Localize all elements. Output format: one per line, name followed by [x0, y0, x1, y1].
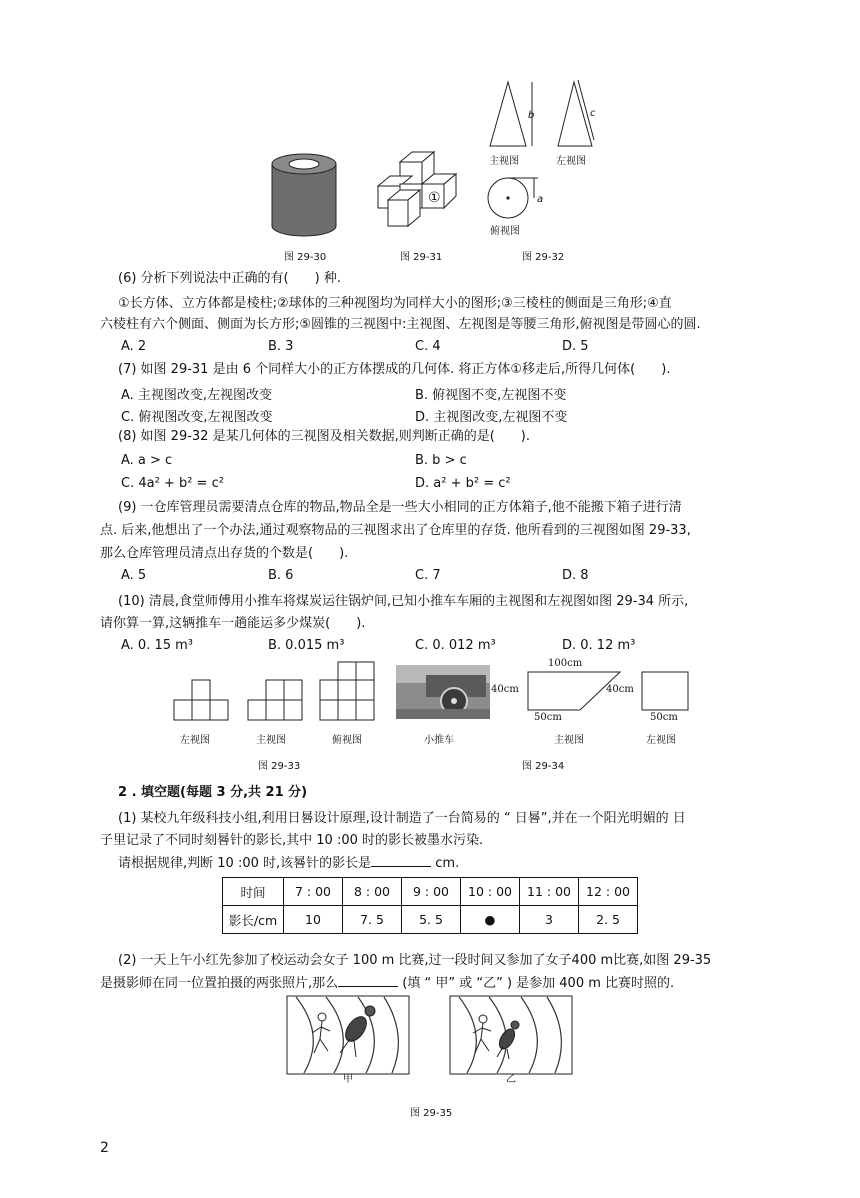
- dim-40cm-right: 40cm: [606, 684, 634, 695]
- q9-line1: (9) 一仓库管理员需要清点仓库的物品,物品全是一些大小相同的正方体箱子,他不能搬下箱子进行清: [118, 500, 682, 515]
- label-c: c: [590, 108, 596, 119]
- figure-29-32-caption: 图 29-32: [522, 252, 565, 263]
- section-2-title: 2 . 填空题(每题 3 分,共 21 分): [118, 785, 308, 800]
- shadow-length-table: [222, 877, 638, 934]
- figure-29-35-photo-jia: [286, 995, 410, 1083]
- table-row: [223, 878, 638, 906]
- q8-option-c: C. 4a² + b² = c²: [121, 476, 224, 491]
- figure-29-31-caption: 图 29-31: [400, 252, 443, 263]
- figure-29-34-caption: 图 29-34: [522, 761, 565, 772]
- photo-jia-label: 甲: [343, 1074, 353, 1083]
- figure-29-35-caption: 图 29-35: [410, 1108, 453, 1119]
- figure-29-30-caption: 图 29-30: [284, 252, 327, 263]
- table-cell: 9 : 00: [402, 878, 461, 906]
- q10-option-b: B. 0.015 m³: [268, 638, 345, 653]
- table-header-length: 影长/cm: [223, 906, 284, 934]
- q10-line2: 请你算一算,这辆推车一趟能运多少煤炭( ).: [100, 616, 366, 631]
- fig33-top-view-label: 俯视图: [332, 735, 362, 746]
- table-cell: 5. 5: [402, 906, 461, 934]
- dim-100cm: 100cm: [548, 658, 583, 669]
- q7-option-a: A. 主视图改变,左视图改变: [121, 388, 273, 403]
- dim-50cm-left: 50cm: [650, 712, 678, 723]
- fill-q1-line1: (1) 某校九年级科技小组,利用日晷设计原理,设计制造了一台简易的 “ 日晷”,并在一个阳光明媚的 日: [118, 811, 686, 826]
- fig34-front-view-label: 主视图: [554, 735, 584, 746]
- q9-option-a: A. 5: [121, 568, 147, 583]
- fig34-left-view-label: 左视图: [646, 735, 676, 746]
- q7-option-b: B. 俯视图不变,左视图不变: [415, 388, 567, 403]
- q8-option-a: A. a > c: [121, 453, 173, 468]
- page-number: 2: [100, 1140, 109, 1156]
- cart-label: 小推车: [424, 735, 454, 746]
- q8-option-b: B. b > c: [415, 453, 467, 468]
- table-cell: 8 : 00: [343, 878, 402, 906]
- figure-29-30-cylinder: [268, 150, 340, 240]
- q6-line2: 六棱柱有六个侧面、侧面为长方形;⑤圆锥的三视图中:主视图、左视图是等腰三角形,俯视图是带圆心的圆.: [100, 317, 701, 332]
- table-row: [223, 906, 638, 934]
- fill-q2-line2-text: 是摄影师在同一位置拍摄的两张照片,那么: [100, 976, 339, 991]
- table-cell-ink-blot: ●: [461, 906, 520, 934]
- fill-q1-line2: 子里记录了不同时刻晷针的影长,其中 10 :00 时的影长被墨水污染.: [100, 833, 484, 848]
- table-cell: 7. 5: [343, 906, 402, 934]
- table-cell: 11 : 00: [520, 878, 579, 906]
- dim-40cm-left: 40cm: [491, 684, 519, 695]
- answer-blank-1[interactable]: [371, 854, 431, 867]
- fill-q1-line3-text: 请根据规律,判断 10 :00 时,该晷针的影长是: [118, 856, 372, 871]
- table-header-time: 时间: [223, 878, 284, 906]
- q10-line1: (10) 清晨,食堂师傅用小推车将煤炭运往锅炉间,已知小推车车厢的主视图和左视图如图 29-34 所示,: [118, 594, 689, 609]
- fig33-front-view-label: 主视图: [256, 735, 286, 746]
- q9-option-c: C. 7: [415, 568, 441, 583]
- figure-29-34-cart-photo: [396, 665, 490, 719]
- figure-29-31-cubes: [376, 150, 466, 242]
- q7-option-c: C. 俯视图改变,左视图改变: [121, 410, 273, 425]
- table-cell: 10: [284, 906, 343, 934]
- left-view-label: 左视图: [556, 156, 586, 167]
- figure-29-33-views: [170, 660, 386, 724]
- table-cell: 2. 5: [579, 906, 638, 934]
- table-cell: 3: [520, 906, 579, 934]
- q8-stem: (8) 如图 29-32 是某几何体的三视图及相关数据,则判断正确的是( ).: [118, 429, 530, 444]
- table-cell: 7 : 00: [284, 878, 343, 906]
- q6-option-b: B. 3: [268, 339, 294, 354]
- fill-q1-line3: [118, 854, 459, 873]
- fill-q2-line2-rest: (填 “ 甲” 或 “乙” ) 是参加 400 m 比赛时照的.: [398, 976, 675, 991]
- q9-option-d: D. 8: [562, 568, 589, 583]
- answer-blank-2[interactable]: [338, 974, 398, 987]
- figure-29-35-photo-yi: [449, 995, 573, 1083]
- q7-option-d: D. 主视图改变,左视图不变: [415, 410, 568, 425]
- table-cell: 10 : 00: [461, 878, 520, 906]
- label-b: b: [528, 110, 535, 121]
- fill-q2-line1: (2) 一天上午小红先参加了校运动会女子 100 m 比赛,过一段时间又参加了女子400 m比赛,如图 29-35: [118, 953, 712, 968]
- figure-29-34-left-view: [640, 670, 690, 712]
- fig33-left-view-label: 左视图: [180, 735, 210, 746]
- q8-option-d: D. a² + b² = c²: [415, 476, 511, 491]
- dim-50cm-front: 50cm: [534, 712, 562, 723]
- cube-1-label: ①: [428, 190, 441, 206]
- q6-option-c: C. 4: [415, 339, 441, 354]
- top-view-label: 俯视图: [490, 226, 520, 237]
- q6-line1: ①长方体、立方体都是棱柱;②球体的三种视图均为同样大小的图形;③三棱柱的侧面是三角形;④直: [118, 296, 672, 311]
- q9-line3: 那么仓库管理员清点出存货的个数是( ).: [100, 546, 349, 561]
- q6-option-d: D. 5: [562, 339, 589, 354]
- fill-q1-line3-unit: cm.: [431, 856, 460, 871]
- q10-option-c: C. 0. 012 m³: [415, 638, 496, 653]
- q9-line2: 点. 后来,他想出了一个办法,通过观察物品的三视图求出了仓库里的存货. 他所看到的三视图如图 29-33,: [100, 523, 691, 538]
- q10-option-a: A. 0. 15 m³: [121, 638, 194, 653]
- table-cell: 12 : 00: [579, 878, 638, 906]
- q10-option-d: D. 0. 12 m³: [562, 638, 636, 653]
- q9-option-b: B. 6: [268, 568, 294, 583]
- photo-yi-label: 乙: [506, 1074, 516, 1083]
- q6-option-a: A. 2: [121, 339, 147, 354]
- label-a: a: [537, 194, 544, 205]
- q7-stem: (7) 如图 29-31 是由 6 个同样大小的正方体摆成的几何体. 将正方体①移走后,所得几何体( ).: [118, 362, 671, 377]
- front-view-label: 主视图: [489, 156, 519, 167]
- fill-q2-line2: [100, 974, 674, 993]
- q6-stem: (6) 分析下列说法中正确的有( ) 种.: [118, 271, 341, 286]
- figure-29-33-caption: 图 29-33: [258, 761, 301, 772]
